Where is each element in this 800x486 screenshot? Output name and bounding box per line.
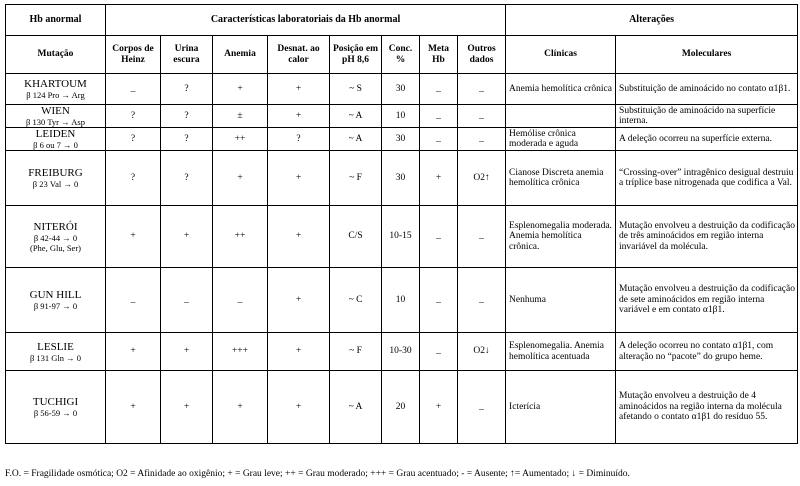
mutation-name: FREIBURG	[28, 167, 83, 179]
column-header: Urina escura	[161, 36, 213, 74]
cell-clinicas	[506, 105, 616, 128]
mutation-name: KHARTOUM	[24, 78, 87, 90]
cell-clinicas: Anemia hemolítica crônica	[506, 74, 616, 105]
column-header: Mutação	[6, 36, 106, 74]
column-header: Corpos de Heinz	[106, 36, 161, 74]
column-header: Outros dados	[458, 36, 506, 74]
mutation-name: TUCHIGI	[32, 396, 79, 408]
cell-posicao: C/S	[330, 206, 382, 268]
header-characteristics: Características laboratoriais da Hb anormal	[106, 5, 506, 36]
cell-moleculares: Mutação envolveu a destruição da codificação de três aminoácidos em região interna invariável da molécula.	[616, 206, 798, 268]
cell-moleculares: Mutação envolveu a destruição da codificação de sete aminoácidos em região interna variável e em contato α1β1.	[616, 268, 798, 333]
cell-urina: +	[161, 371, 213, 444]
cell-clinicas: Cianose Discreta anemia hemolítica crônica	[506, 151, 616, 206]
cell-urina: ?	[161, 74, 213, 105]
cell-heinz: _	[106, 74, 161, 105]
table-container	[5, 4, 797, 444]
cell-conc: 10-15	[382, 206, 420, 268]
column-header: Conc. %	[382, 36, 420, 74]
column-header: Meta Hb	[420, 36, 458, 74]
table-row	[6, 371, 798, 444]
cell-anemia: ++	[213, 128, 268, 151]
cell-conc: 30	[382, 74, 420, 105]
mutation-pos: β 23 Val → 0	[32, 179, 79, 189]
cell-moleculares: “Crossing-over” intragênico desigual destruiu a tríplice base nitrogenada que codifica a Val.	[616, 151, 798, 206]
cell-meta: _	[420, 333, 458, 371]
cell-anemia: ±	[213, 105, 268, 128]
table-row	[6, 206, 798, 268]
cell-outros: _	[458, 268, 506, 333]
cell-clinicas: Esplenomegalia. Anemia hemolítica acentuada	[506, 333, 616, 371]
cell-outros: _	[458, 206, 506, 268]
hemoglobin-table	[5, 4, 798, 444]
cell-posicao: ~ A	[330, 128, 382, 151]
cell-outros: O2↓	[458, 333, 506, 371]
table-row	[6, 151, 798, 206]
cell-heinz: +	[106, 371, 161, 444]
cell-moleculares: Substituição de aminoácido no contato α1β1.	[616, 74, 798, 105]
cell-clinicas: Nenhuma	[506, 268, 616, 333]
cell-outros: _	[458, 74, 506, 105]
cell-posicao: ~ S	[330, 74, 382, 105]
cell-urina: _	[161, 268, 213, 333]
mutation-cell	[6, 333, 106, 371]
cell-urina: ?	[161, 105, 213, 128]
cell-desnat: +	[268, 333, 330, 371]
mutation-cell	[6, 268, 106, 333]
cell-moleculares: Substituição de aminoácido na superfície interna.	[616, 105, 798, 128]
cell-urina: +	[161, 206, 213, 268]
cell-conc: 10	[382, 268, 420, 333]
mutation-pos: β 124 Pro → Arg	[26, 90, 85, 100]
mutation-pos: β 6 ou 7 → 0	[33, 140, 78, 150]
cell-posicao: ~ F	[330, 333, 382, 371]
mutation-cell	[6, 206, 106, 268]
cell-posicao: ~ A	[330, 105, 382, 128]
cell-heinz: ?	[106, 128, 161, 151]
mutation-pos: β 130 Tyr → Asp	[26, 117, 85, 127]
mutation-cell	[6, 128, 106, 151]
cell-urina: ?	[161, 128, 213, 151]
cell-anemia: +	[213, 74, 268, 105]
column-header: Clínicas	[506, 36, 616, 74]
cell-anemia: _	[213, 268, 268, 333]
cell-heinz: +	[106, 206, 161, 268]
cell-conc: 30	[382, 151, 420, 206]
cell-clinicas: Icterícia	[506, 371, 616, 444]
cell-desnat: +	[268, 268, 330, 333]
cell-anemia: +	[213, 371, 268, 444]
table-row	[6, 333, 798, 371]
cell-conc: 10	[382, 105, 420, 128]
mutation-cell	[6, 151, 106, 206]
cell-desnat: +	[268, 74, 330, 105]
cell-outros: O2↑	[458, 151, 506, 206]
cell-outros: _	[458, 371, 506, 444]
mutation-cell	[6, 371, 106, 444]
mutation-pos: β 56-59 → 0	[33, 408, 78, 418]
table-row	[6, 74, 798, 105]
cell-moleculares: A deleção ocorreu na superfície externa.	[616, 128, 798, 151]
mutation-cell	[6, 105, 106, 128]
cell-posicao: ~ F	[330, 151, 382, 206]
column-header: Anemia	[213, 36, 268, 74]
cell-urina: ?	[161, 151, 213, 206]
cell-desnat: +	[268, 371, 330, 444]
cell-urina: +	[161, 333, 213, 371]
cell-meta: +	[420, 151, 458, 206]
mutation-name: LESLIE	[37, 340, 74, 353]
cell-posicao: ~ A	[330, 371, 382, 444]
table-row	[6, 268, 798, 333]
cell-anemia: +++	[213, 333, 268, 371]
mutation-pos: β 91-97 → 0	[33, 301, 78, 311]
cell-outros: _	[458, 128, 506, 151]
table-row	[6, 128, 798, 151]
cell-meta: _	[420, 206, 458, 268]
cell-outros: _	[458, 105, 506, 128]
cell-anemia: +	[213, 151, 268, 206]
mutation-name: WIEN	[41, 105, 70, 117]
cell-moleculares: Mutação envolveu a destruição de 4 aminoácidos na região interna da molécula afetando o contato α1β1 do resíduo 55.	[616, 371, 798, 444]
cell-heinz: ?	[106, 151, 161, 206]
cell-anemia: ++	[213, 206, 268, 268]
cell-clinicas: Esplenomegalia moderada. Anemia hemolítica crônica.	[506, 206, 616, 268]
header-hb: Hb anormal	[6, 5, 106, 36]
cell-posicao: ~ C	[330, 268, 382, 333]
mutation-name: NITERÓI	[33, 220, 78, 233]
cell-meta: _	[420, 128, 458, 151]
mutation-pos: β 131 Gln → 0	[29, 352, 82, 363]
header-alterations: Alterações	[506, 5, 798, 36]
cell-clinicas: Hemólise crônica moderada e aguda	[506, 128, 616, 151]
cell-heinz: _	[106, 268, 161, 333]
cell-conc: 10-30	[382, 333, 420, 371]
column-header: Desnat. ao calor	[268, 36, 330, 74]
cell-meta: _	[420, 74, 458, 105]
cell-moleculares: A deleção ocorreu no contato α1β1, com alteração no “pacote” do grupo heme.	[616, 333, 798, 371]
cell-heinz: ?	[106, 105, 161, 128]
mutation-name: LEIDEN	[35, 128, 76, 140]
mutation-name: GUN HILL	[29, 289, 82, 301]
cell-desnat: +	[268, 105, 330, 128]
column-header: Moleculares	[616, 36, 798, 74]
mutation-extra: (Phe, Glu, Ser)	[30, 242, 81, 253]
cell-desnat: ?	[268, 128, 330, 151]
mutation-pos: β 42-44 → 0	[33, 232, 78, 243]
cell-meta: +	[420, 371, 458, 444]
cell-conc: 30	[382, 128, 420, 151]
cell-meta: _	[420, 105, 458, 128]
cell-desnat: +	[268, 206, 330, 268]
cell-meta: _	[420, 268, 458, 333]
cell-desnat: +	[268, 151, 330, 206]
table-row	[6, 105, 798, 128]
footnote: F.O. = Fragilidade osmótica; O2 = Afinidade ao oxigênio; + = Grau leve; ++ = Grau moderado; +++ = Grau acentuado; - = Ausente; ↑= Aumentado; ↓ = Diminuído.	[5, 469, 630, 479]
column-header: Posição em pH 8,6	[330, 36, 382, 74]
mutation-cell	[6, 74, 106, 105]
cell-heinz: +	[106, 333, 161, 371]
cell-conc: 20	[382, 371, 420, 444]
